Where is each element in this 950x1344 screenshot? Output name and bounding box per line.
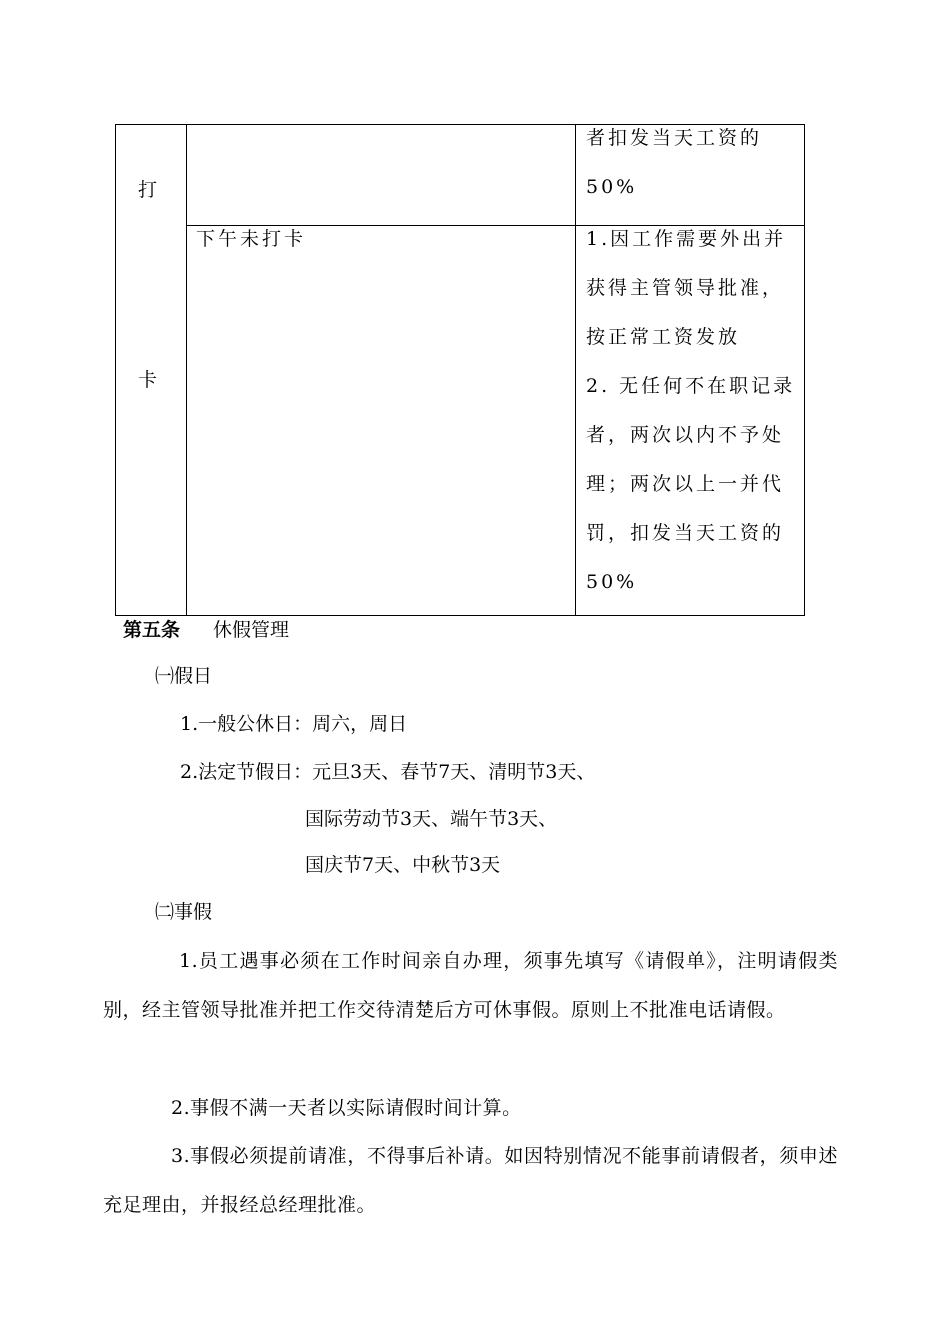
personal-leave-paragraph-1: 1.员工遇事必须在工作时间亲自办理，须事先填写《请假单》，注明请假类别，经主管领导批准并把工作交待清楚后方可休事假。原则上不批准电话请假。 (103, 950, 838, 1021)
rule-line: 2. 无任何不在职记录 (586, 375, 796, 397)
rule-line: 理；两次以上一并代 (586, 473, 785, 495)
rule-line: 者扣发当天工资的 (586, 127, 763, 149)
rule-line: 50% (586, 176, 638, 198)
rule-line: 按正常工资发放 (586, 326, 741, 348)
table-divider (575, 125, 576, 615)
holidays-heading: ㈠假日 (155, 665, 213, 687)
holiday-item-1: 1.一般公休日：周六，周日 (180, 713, 408, 735)
rule-line: 者，两次以内不予处 (586, 424, 785, 446)
holiday-item-2-line-1: 2.法定节假日：元旦3天、春节7天、清明节3天、 (180, 761, 596, 783)
table-divider (186, 125, 187, 615)
personal-leave-heading: ㈡事假 (155, 901, 213, 923)
table-row-2-item: 下午未打卡 (196, 228, 307, 250)
holiday-item-2-line-3: 国庆节7天、中秋节3天 (305, 854, 501, 876)
personal-leave-paragraph-3: 3.事假必须提前请准，不得事后补请。如因特别情况不能事前请假者，须申述充足理由，并报经总经理批准。 (103, 1145, 838, 1216)
table-row-2-rule (586, 215, 801, 607)
rule-line: 罚，扣发当天工资的 (586, 522, 785, 544)
attendance-table (115, 124, 805, 616)
rule-line: 获得主管领导批准， (586, 277, 785, 299)
article-title: 休假管理 (213, 619, 290, 641)
personal-leave-paragraph-2: 2.事假不满一天者以实际请假时间计算。 (171, 1097, 522, 1119)
category-cell-char: 打 (138, 179, 158, 201)
table-row-1-rule (586, 114, 801, 212)
rule-line: 50% (586, 571, 638, 593)
holiday-item-2-line-2: 国际劳动节3天、端午节3天、 (305, 808, 558, 830)
article-label: 第五条 (123, 619, 181, 641)
category-cell-char: 卡 (138, 369, 158, 391)
rule-line: 1.因工作需要外出并 (586, 228, 787, 250)
